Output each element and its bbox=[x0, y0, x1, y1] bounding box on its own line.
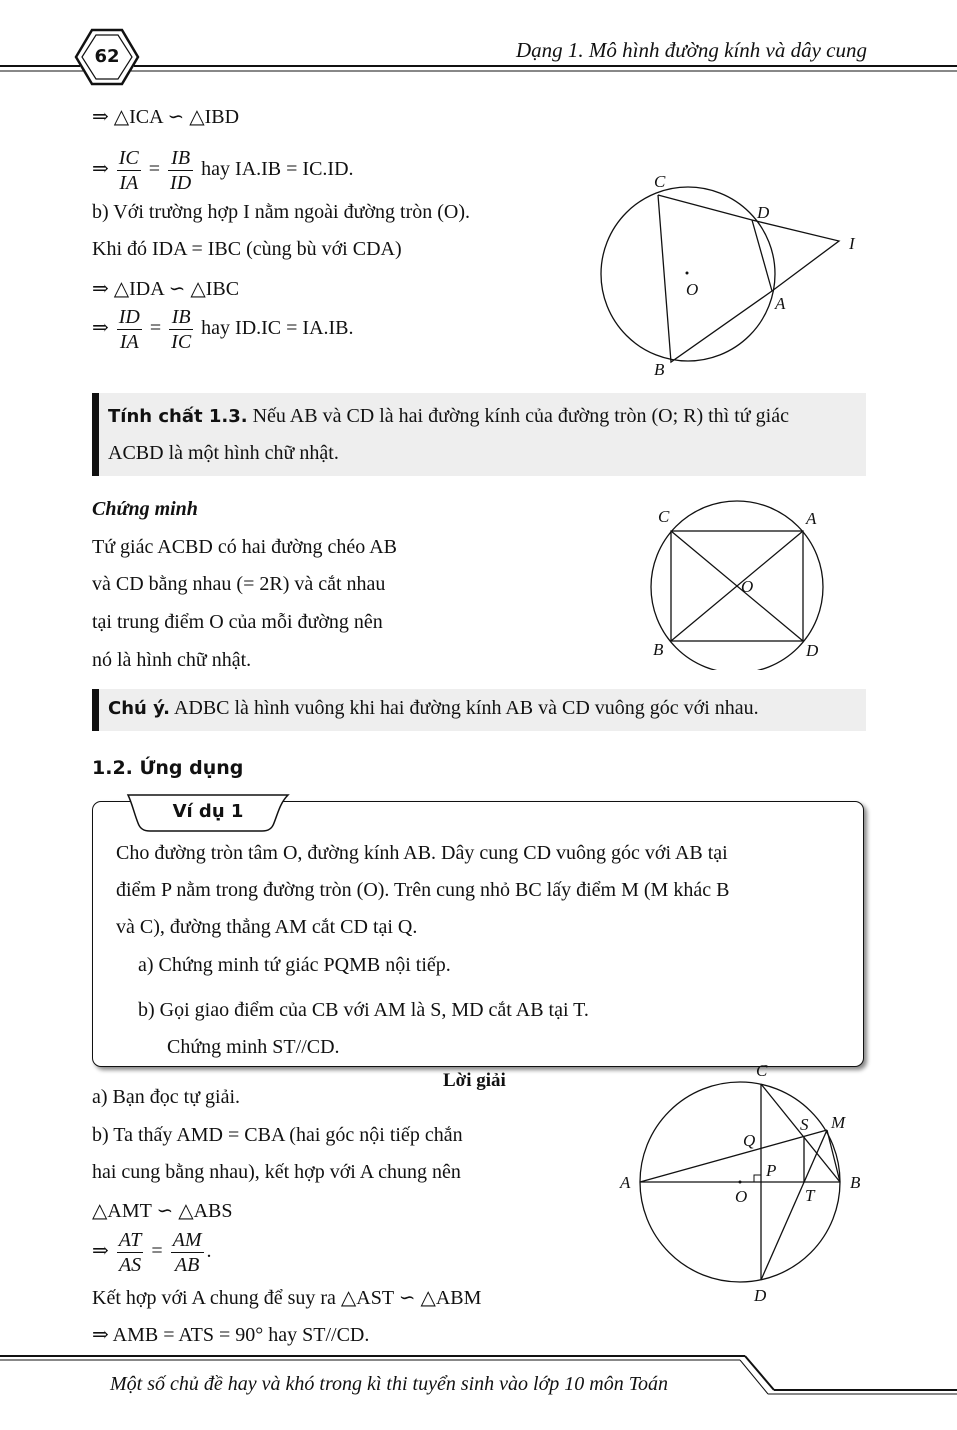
example-line-3: và C), đường thẳng AM cắt CD tại Q. bbox=[116, 916, 418, 938]
solution-heading: Lời giải bbox=[443, 1070, 506, 1091]
label-O: O bbox=[735, 1187, 748, 1206]
proof-line-6: ⇒ $\frac{ID}{IA}$ = $\frac{IB}{IC}$ hay ID.IC = IA.IB. bbox=[92, 306, 354, 353]
chapter-title: Dạng 1. Mô hình đường kính và dây cung bbox=[515, 38, 867, 62]
footer-text: Một số chủ đề hay và khó trong kì thi tuyển sinh vào lớp 10 môn Toán bbox=[110, 1373, 669, 1395]
section-title: 1.2. Ứng dụng bbox=[92, 757, 244, 779]
label-B: B bbox=[654, 360, 665, 379]
label-S: S bbox=[800, 1115, 809, 1134]
label-M: M bbox=[831, 1113, 846, 1132]
example-question-a: a) Chứng minh tứ giác PQMB nội tiếp. bbox=[138, 954, 451, 976]
note-line: Chú ý. ADBC là hình vuông khi hai đường kính AB và CD vuông góc với nhau. bbox=[108, 697, 759, 719]
solution-line-3: hai cung bằng nhau), kết hợp với A chung nên bbox=[92, 1161, 461, 1183]
label-D: D bbox=[806, 641, 819, 660]
page-number: 62 bbox=[94, 46, 120, 67]
solution-line-2: b) Ta thấy AMD = CBA (hai góc nội tiếp chắn bbox=[92, 1124, 463, 1146]
solution-line-1: a) Bạn đọc tự giải. bbox=[92, 1086, 241, 1108]
solution-line-5: ⇒ $\frac{AT}{AS}$ = $\frac{AM}{AB}$ . bbox=[92, 1229, 212, 1276]
proof2-line-4: nó là hình chữ nhật. bbox=[92, 649, 252, 671]
label-A: A bbox=[806, 509, 817, 528]
property-line-2: ACBD là một hình chữ nhật. bbox=[108, 442, 339, 464]
example-question-b: b) Gọi giao điểm của CB với AM là S, MD cắt AB tại T. bbox=[138, 999, 589, 1021]
note-box bbox=[92, 689, 866, 731]
example-question-b2: Chứng minh ST//CD. bbox=[167, 1036, 340, 1058]
label-Q: Q bbox=[743, 1131, 756, 1150]
label-O: O bbox=[741, 577, 754, 596]
label-B: B bbox=[653, 640, 664, 659]
solution-line-6: Kết hợp với A chung để suy ra △AST ∽ △ABM bbox=[92, 1287, 482, 1309]
proof-line-4: Khi đó IDA = IBC (cùng bù với CDA) bbox=[92, 238, 402, 260]
example-line-1: Cho đường tròn tâm O, đường kính AB. Dây cung CD vuông góc với AB tại bbox=[116, 842, 728, 864]
label-B: B bbox=[850, 1173, 861, 1192]
label-C: C bbox=[658, 507, 670, 526]
label-A: A bbox=[620, 1173, 631, 1192]
label-D: D bbox=[757, 203, 770, 222]
label-P: P bbox=[766, 1161, 777, 1180]
proof-line-2: ⇒ $\frac{IC}{IA}$ = $\frac{IB}{ID}$ hay IA.IB = IC.ID. bbox=[92, 147, 354, 194]
solution-line-7: ⇒ AMB = ATS = 90° hay ST//CD. bbox=[92, 1324, 370, 1346]
label-C: C bbox=[654, 172, 666, 191]
example-tab-label: Ví dụ 1 bbox=[172, 801, 244, 822]
proof-heading: Chứng minh bbox=[92, 498, 198, 520]
figure-circle-secants bbox=[590, 165, 870, 385]
property-line-1: Tính chất 1.3. Nếu AB và CD là hai đường kính của đường tròn (O; R) thì tứ giác bbox=[108, 405, 789, 427]
proof-line-5: ⇒ △IDA ∽ △IBC bbox=[92, 278, 240, 300]
label-O: O bbox=[686, 280, 699, 299]
label-T: T bbox=[805, 1186, 815, 1205]
figure-example-diagram bbox=[610, 1060, 880, 1310]
proof2-line-3: tại trung điểm O của mỗi đường nên bbox=[92, 611, 383, 633]
proof-line-3: b) Với trường hợp I nằm ngoài đường tròn (O). bbox=[92, 201, 471, 223]
proof-line-1: ⇒ △ICA ∽ △IBD bbox=[92, 106, 240, 128]
label-I: I bbox=[849, 234, 855, 253]
proof2-line-2: và CD bằng nhau (= 2R) và cắt nhau bbox=[92, 573, 386, 595]
label-D: D bbox=[754, 1286, 767, 1305]
solution-line-4: △AMT ∽ △ABS bbox=[92, 1200, 233, 1222]
figure-rectangle-in-circle bbox=[640, 500, 840, 670]
label-A: A bbox=[775, 294, 786, 313]
proof2-line-1: Tứ giác ACBD có hai đường chéo AB bbox=[92, 536, 397, 558]
example-line-2: điểm P nằm trong đường tròn (O). Trên cung nhỏ BC lấy điểm M (M khác B bbox=[116, 879, 730, 901]
property-box bbox=[92, 393, 866, 476]
label-C: C bbox=[756, 1061, 768, 1080]
